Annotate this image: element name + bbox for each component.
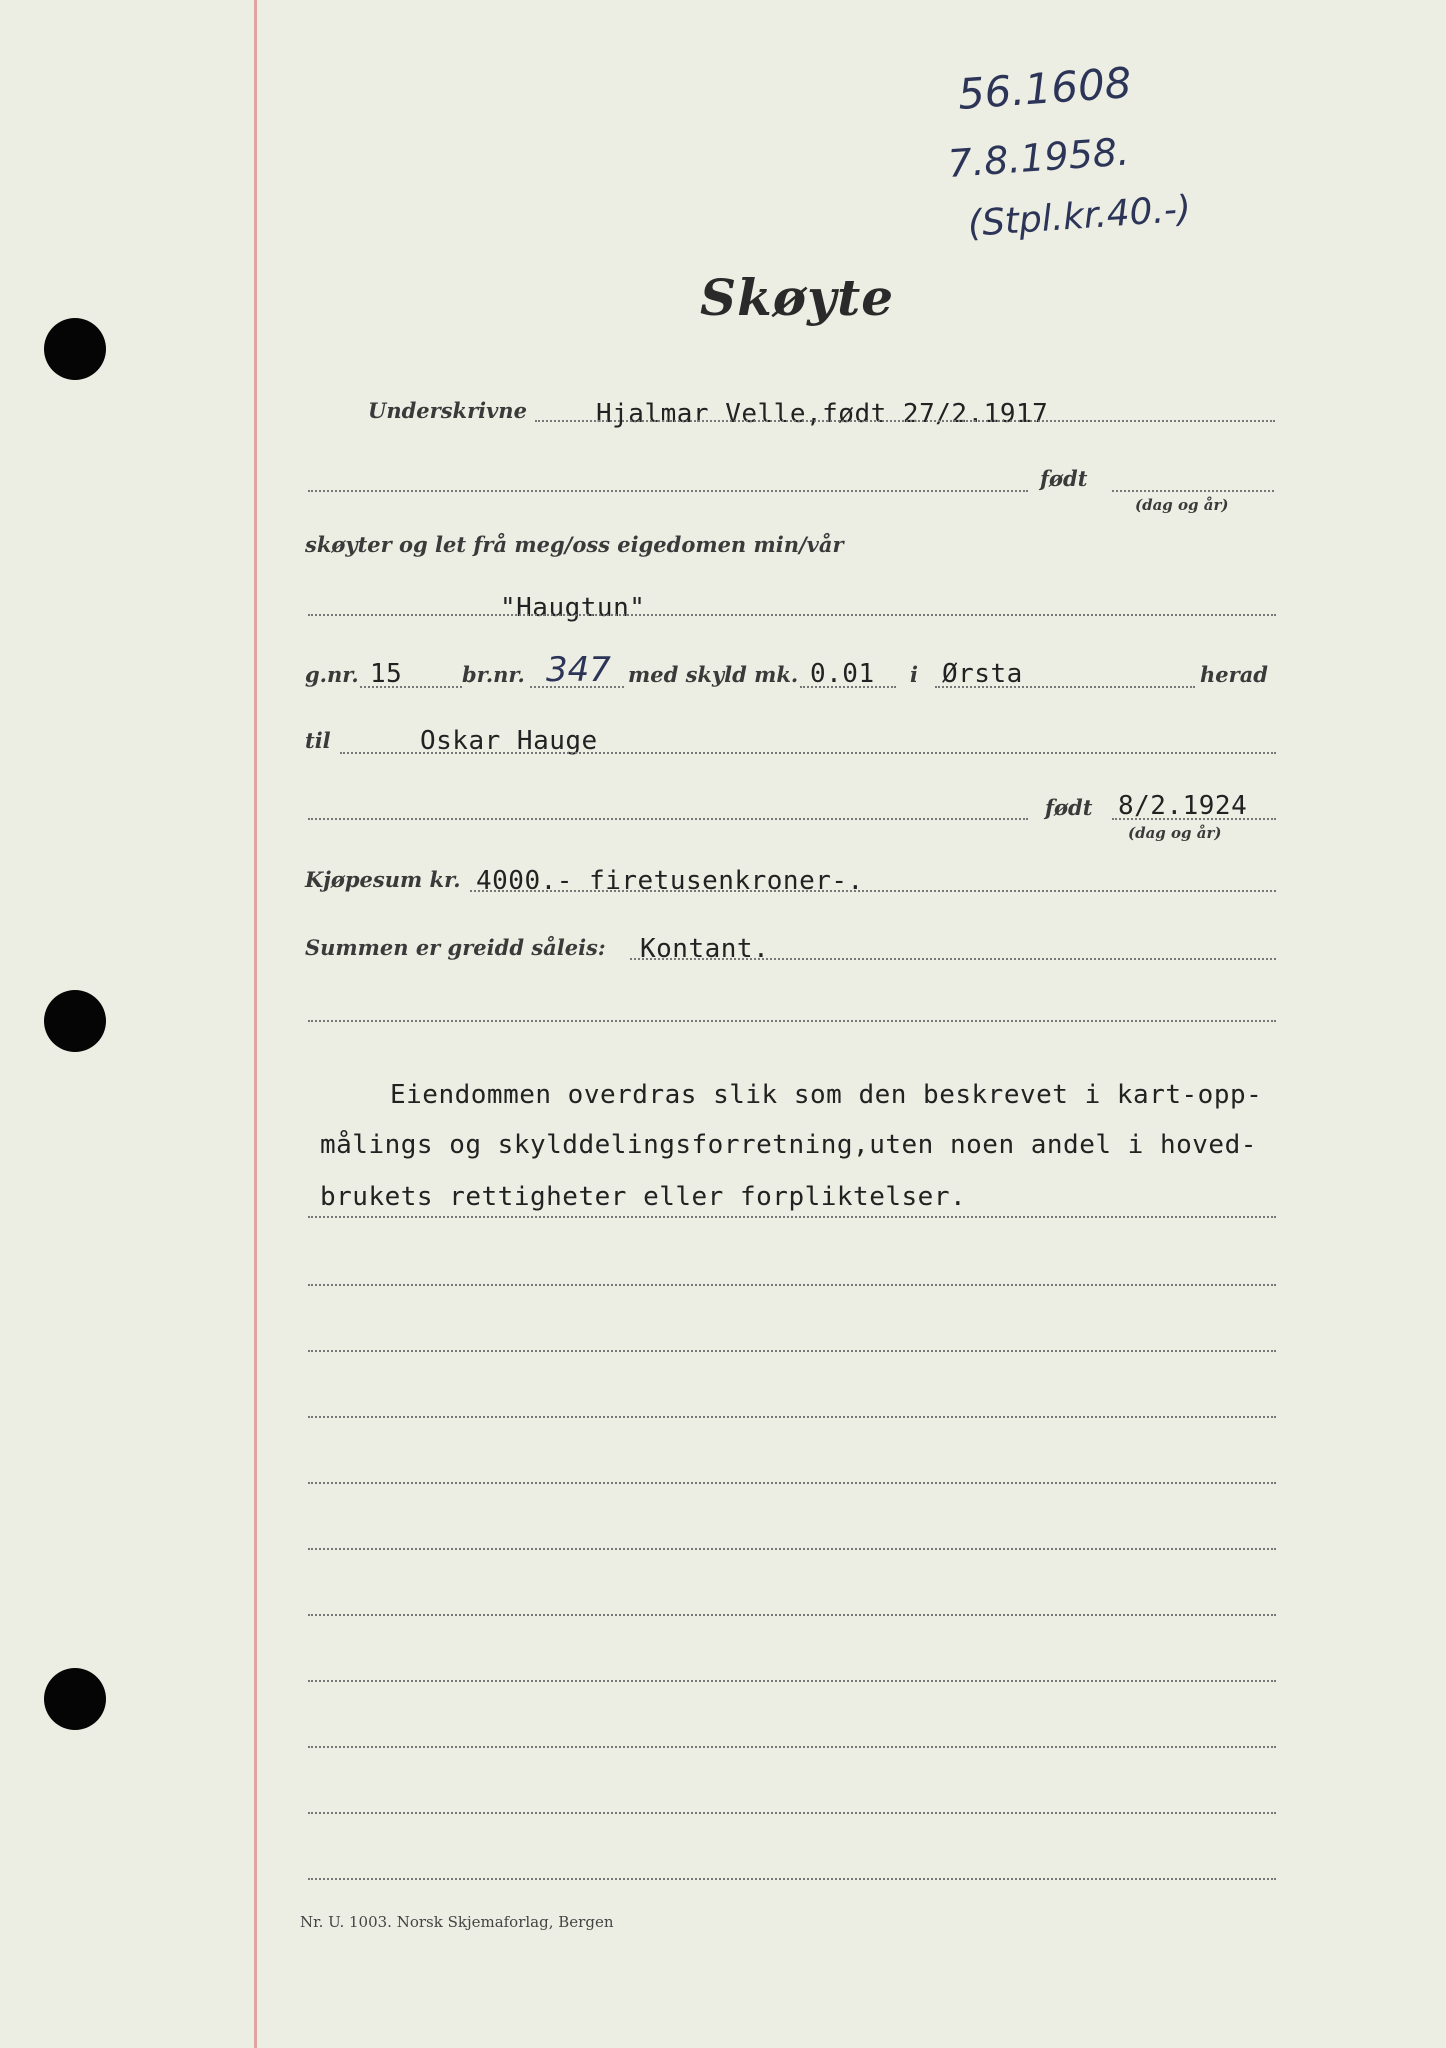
brnr-label: br.nr. — [462, 662, 525, 687]
kjopesum-value: 4000.- firetusenkroner-. — [476, 866, 864, 896]
dotted-line — [308, 818, 1028, 820]
til-label: til — [305, 728, 331, 753]
dotted-line — [800, 686, 896, 688]
til-value: Oskar Hauge — [420, 726, 598, 756]
annotation-date: 7.8.1958. — [946, 129, 1131, 186]
body-line-1: Eiendommen overdras slik som den beskrevet i kart-opp- — [390, 1080, 1263, 1110]
skyld-label: med skyld mk. — [628, 662, 799, 687]
punch-hole-middle — [44, 990, 106, 1052]
document-title: Skøyte — [700, 268, 895, 327]
dotted-line — [308, 1416, 1276, 1418]
body-line-2: målings og skylddelingsforretning,uten noen andel i hoved- — [320, 1130, 1257, 1160]
dotted-line — [308, 1548, 1276, 1550]
annotation-stamp-fee: (Stpl.kr.40.-) — [966, 188, 1193, 245]
dotted-line — [1112, 818, 1276, 820]
dotted-line — [308, 1350, 1276, 1352]
dotted-line — [340, 752, 1276, 754]
underskrivne-value: Hjalmar Velle,født 27/2.1917 — [596, 399, 1049, 429]
dotted-line — [535, 420, 1275, 422]
summen-label: Summen er greidd såleis: — [305, 935, 606, 960]
dotted-line — [530, 686, 624, 688]
dotted-line — [308, 1020, 1276, 1022]
skoyter-text: skøyter og let frå meg/oss eigedomen min/vår — [305, 532, 844, 557]
brnr-value: 347 — [546, 650, 611, 690]
dotted-line — [360, 686, 462, 688]
dotted-line — [630, 958, 1276, 960]
dotted-line — [308, 1614, 1276, 1616]
i-label: i — [910, 662, 918, 687]
dotted-line — [308, 1680, 1276, 1682]
dotted-line — [935, 686, 1195, 688]
property-name: "Haugtun" — [500, 593, 646, 623]
punch-hole-bottom — [44, 1668, 106, 1730]
underskrivne-label: Underskrivne — [368, 398, 527, 423]
form-footer: Nr. U. 1003. Norsk Skjemaforlag, Bergen — [300, 1913, 614, 1931]
dotted-line — [308, 1284, 1276, 1286]
dotted-line — [308, 1216, 1276, 1218]
gnr-label: g.nr. — [305, 662, 359, 687]
dag-og-ar-hint-2: (dag og år) — [1128, 824, 1222, 842]
gnr-value: 15 — [370, 659, 403, 689]
dotted-line — [308, 1878, 1276, 1880]
skyld-value: 0.01 — [810, 659, 875, 689]
dotted-line — [470, 890, 1276, 892]
margin-line — [254, 0, 257, 2048]
fodd-label: født — [1040, 466, 1088, 491]
dag-og-ar-hint: (dag og år) — [1135, 496, 1229, 514]
herad-label: herad — [1200, 662, 1268, 687]
fodd2-label: født — [1045, 795, 1093, 820]
dotted-line — [308, 1812, 1276, 1814]
dotted-line — [308, 614, 1276, 616]
dotted-line — [1112, 490, 1274, 492]
dotted-line — [308, 490, 1028, 492]
herad-value: Ørsta — [942, 659, 1023, 689]
dotted-line — [308, 1746, 1276, 1748]
body-line-3: brukets rettigheter eller forpliktelser. — [320, 1182, 967, 1212]
punch-hole-top — [44, 318, 106, 380]
summen-value: Kontant. — [640, 934, 770, 964]
dotted-line — [308, 1482, 1276, 1484]
fodd2-value: 8/2.1924 — [1118, 791, 1248, 821]
annotation-number: 56.1608 — [956, 57, 1133, 119]
kjopesum-label: Kjøpesum kr. — [305, 867, 461, 892]
